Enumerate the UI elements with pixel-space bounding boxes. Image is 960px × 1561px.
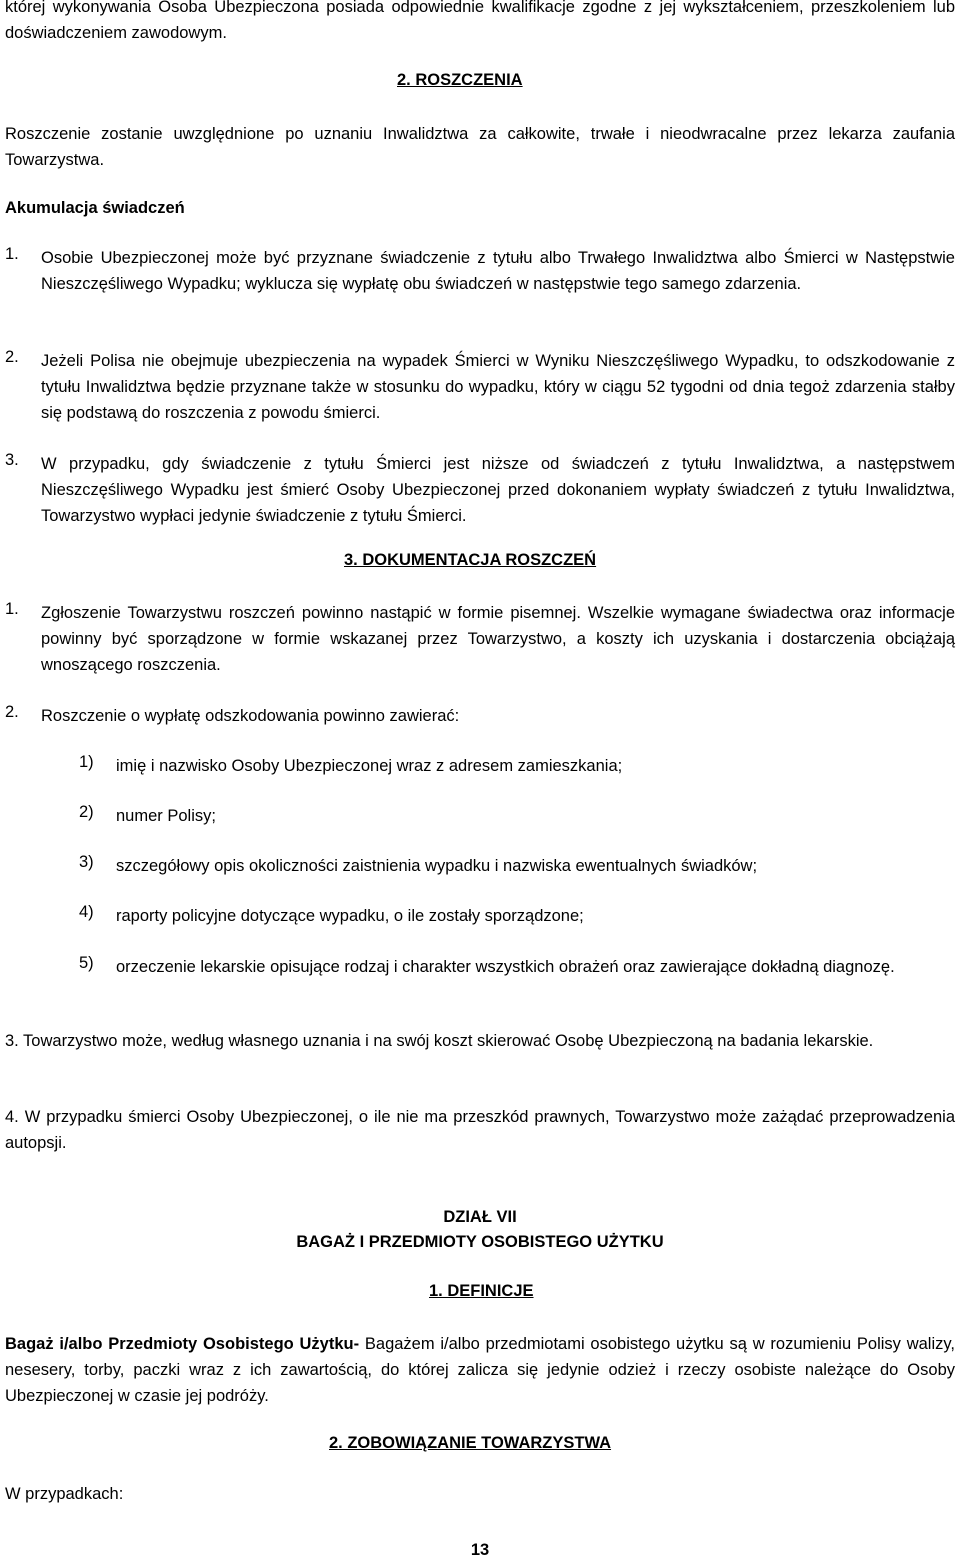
heading-definicje-text: 1. DEFINICJE bbox=[429, 1282, 534, 1300]
paragraph-w-przypadkach: W przypadkach: bbox=[5, 1485, 124, 1503]
sub-item-text: imię i nazwisko Osoby Ubezpieczonej wraz z adresem zamieszkania; bbox=[116, 757, 623, 775]
sub-item-1 bbox=[79, 753, 955, 779]
item-text: Osobie Ubezpieczonej może być przyznane świadczenie z tytułu albo Trwałego Inwalidztwa albo Śmierci w Następstwie Nieszczęśliwego Wypadku; wyklucza się wypłatę obu świadczeń w następstwie tego samego zdarzenia. bbox=[41, 249, 955, 293]
dokumentacja-item-2 bbox=[5, 703, 955, 729]
heading-dokumentacja-text: 3. DOKUMENTACJA ROSZCZEŃ bbox=[344, 551, 597, 569]
sub-item-number: 4) bbox=[79, 903, 94, 921]
paragraph-dokumentacja-4: 4. W przypadku śmierci Osoby Ubezpieczonej, o ile nie ma przeszkód prawnych, Towarzystwo może zażądać przeprowadzenia autopsji. bbox=[5, 1108, 955, 1152]
item-text: Zgłoszenie Towarzystwu roszczeń powinno nastąpić w formie pisemnej. Wszelkie wymagane świadectwa oraz informacje powinny być sporządzone w formie wskazanej przez Towarzystwo, a koszty ich uzyskania i dostarczenia obciążają wnoszącego roszczenia. bbox=[41, 604, 955, 674]
page-number: 13 bbox=[470, 1541, 490, 1559]
akumulacja-item-1 bbox=[5, 245, 955, 297]
heading-roszczenia-text: 2. ROSZCZENIA bbox=[397, 71, 523, 89]
heading-roszczenia bbox=[373, 71, 523, 90]
section-title: DZIAŁ VII bbox=[443, 1208, 517, 1226]
akumulacja-item-2 bbox=[5, 348, 955, 426]
akumulacja-item-3 bbox=[5, 451, 955, 529]
sub-item-number: 3) bbox=[79, 853, 94, 871]
paragraph-definicja bbox=[5, 1331, 955, 1409]
heading-dokumentacja bbox=[324, 551, 596, 570]
sub-item-text: numer Polisy; bbox=[116, 807, 216, 825]
sub-item-text: raporty policyjne dotyczące wypadku, o ile zostały sporządzone; bbox=[116, 907, 584, 925]
sub-item-2 bbox=[79, 803, 955, 829]
sub-item-text: szczegółowy opis okoliczności zaistnienia wypadku i nazwiska ewentualnych świadków; bbox=[116, 857, 758, 875]
paragraph-roszczenie: Roszczenie zostanie uwzględnione po uznaniu Inwalidztwa za całkowite, trwałe i nieodwracalne przez lekarza zaufania Towarzystwa. bbox=[5, 125, 955, 169]
item-number: 2. bbox=[5, 348, 19, 366]
dokumentacja-item-1 bbox=[5, 600, 955, 678]
item-number: 3. bbox=[5, 451, 19, 469]
paragraph-dokumentacja-3: 3. Towarzystwo może, według własnego uznania i na swój koszt skierować Osobę Ubezpieczoną na badania lekarskie. bbox=[5, 1032, 874, 1050]
item-text: Roszczenie o wypłatę odszkodowania powinno zawierać: bbox=[41, 707, 460, 725]
sub-item-4 bbox=[79, 903, 955, 929]
heading-definicje bbox=[412, 1282, 534, 1301]
sub-item-3 bbox=[79, 853, 955, 879]
definition-term: Bagaż i/albo Przedmioty Osobistego Użytku- bbox=[5, 1335, 360, 1353]
sub-item-number: 5) bbox=[79, 954, 94, 972]
sub-item-number: 2) bbox=[79, 803, 94, 821]
heading-zobowiazanie-text: 2. ZOBOWIĄZANIE TOWARZYSTWA bbox=[329, 1434, 612, 1452]
sub-item-text: orzeczenie lekarskie opisujące rodzaj i charakter wszystkich obrażeń oraz zawierające dokładną diagnozę. bbox=[116, 958, 895, 976]
item-text: W przypadku, gdy świadczenie z tytułu Śmierci jest niższe od świadczeń z tytułu Inwalidztwa, a następstwem Nieszczęśliwego Wypadku jest śmierć Osoby Ubezpieczonej przed dokonaniem wypłaty świadczeń z tytułu Inwalidztwa, Towarzystwo wypłaci jedynie świadczenie z tytułu Śmierci. bbox=[41, 455, 955, 525]
definition-text: Bagażem i/albo przedmiotami osobistego użytku są w rozumieniu Polisy walizy, nesesery, torby, paczki wraz z ich zawartością, do której zalicza się jedynie odzież i rzeczy osobiste należące do Osoby Ubezpieczonej w czasie jej podróży. bbox=[5, 1335, 955, 1405]
heading-akumulacja: Akumulacja świadczeń bbox=[5, 199, 185, 217]
section-subtitle: BAGAŻ I PRZEDMIOTY OSOBISTEGO UŻYTKU bbox=[296, 1233, 664, 1251]
item-number: 1. bbox=[5, 600, 19, 618]
item-number: 2. bbox=[5, 703, 19, 721]
item-number: 1. bbox=[5, 245, 19, 263]
sub-item-5 bbox=[79, 954, 955, 980]
paragraph-continuation: której wykonywania Osoba Ubezpieczona posiada odpowiednie kwalifikacje zgodne z jej wykształceniem, przeszkoleniem lub doświadczeniem zawodowym. bbox=[5, 0, 955, 42]
heading-zobowiazanie bbox=[313, 1434, 611, 1453]
sub-item-number: 1) bbox=[79, 753, 94, 771]
item-text: Jeżeli Polisa nie obejmuje ubezpieczenia na wypadek Śmierci w Wyniku Nieszczęśliwego Wypadku, to odszkodowanie z tytułu Inwalidztwa będzie przyznane także w stosunku do wypadku, który w ciągu 52 tygodni od dnia tegoż zdarzenia stałby się podstawą do roszczenia z powodu śmierci. bbox=[41, 352, 955, 422]
